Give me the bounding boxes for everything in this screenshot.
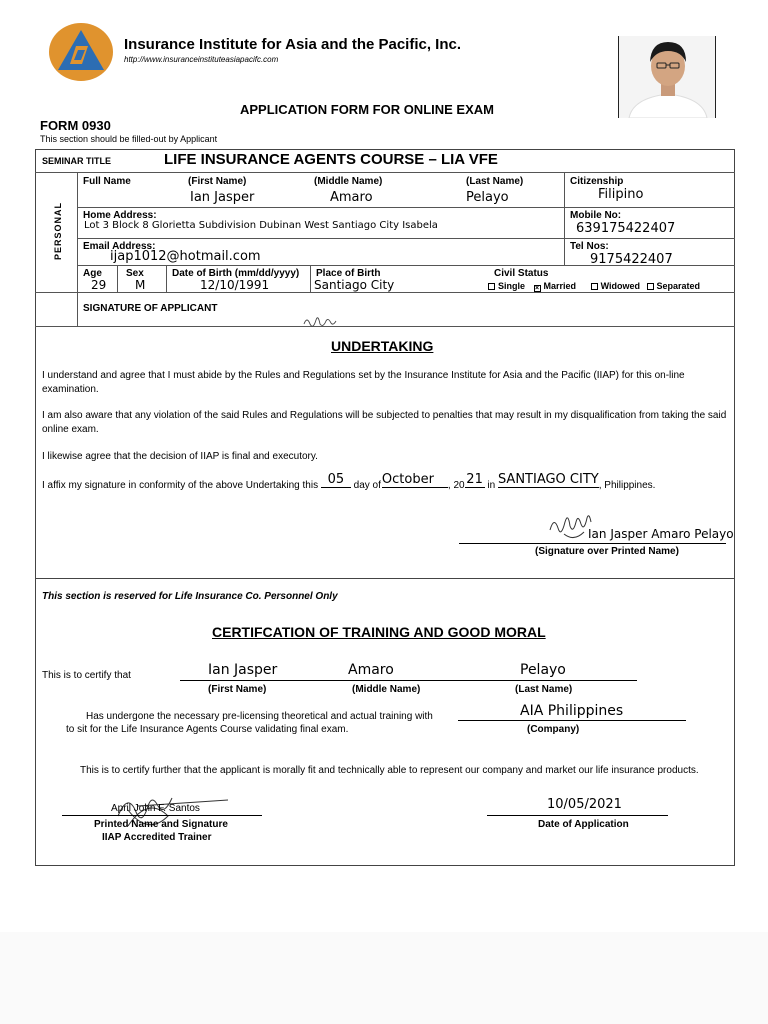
mobile-value[interactable]: 639175422407 [576, 221, 676, 236]
certify-prefix: This is to certify that [42, 670, 131, 681]
sex-value[interactable]: M [135, 278, 146, 292]
dob-value[interactable]: 12/10/1991 [200, 278, 270, 292]
citizenship-label: Citizenship [570, 176, 624, 187]
form-title: APPLICATION FORM FOR ONLINE EXAM [240, 102, 494, 117]
affix-city[interactable]: SANTIAGO CITY [497, 472, 599, 487]
training-line-1: Has undergone the necessary pre-licensing theoretical and actual training with [86, 711, 433, 722]
iiap-logo [48, 22, 114, 82]
person-photo-icon [619, 36, 716, 118]
training-line-2: to sit for the Life Insurance Agents Course validating final exam. [66, 724, 349, 735]
application-date[interactable]: 10/05/2021 [547, 797, 622, 812]
affix-country: , Philippines. [598, 480, 656, 491]
civil-status-options [488, 281, 700, 292]
checkbox-single[interactable]: Single [488, 281, 525, 291]
middle-name-label: (Middle Name) [314, 176, 383, 187]
age-value[interactable]: 29 [91, 278, 107, 292]
checked-x-icon: × [534, 285, 540, 292]
email-label: Email Address: [83, 241, 156, 252]
checkbox-married[interactable]: × Married [534, 281, 577, 292]
first-name-label: (First Name) [188, 176, 247, 187]
cert-last-label: (Last Name) [515, 684, 573, 695]
cert-first-name[interactable]: Ian Jasper [208, 662, 278, 678]
full-name-label: Full Name [83, 176, 131, 187]
form-note: This section should be filled-out by Applicant [40, 134, 218, 144]
applicant-signature-small [300, 312, 340, 332]
trainer-caption-2: IIAP Accredited Trainer [102, 832, 212, 843]
org-name: Insurance Institute for Asia and the Pacific, Inc. [124, 36, 462, 53]
civil-status-label: Civil Status [494, 268, 549, 279]
first-name-value[interactable]: Ian Jasper [190, 190, 255, 205]
personal-side-label: PERSONAL [53, 202, 63, 261]
affix-day[interactable]: 05 [321, 472, 351, 488]
last-name-value[interactable]: Pelayo [466, 190, 509, 205]
seminar-title-label: SEMINAR TITLE [42, 156, 111, 166]
affix-in: in [487, 480, 496, 491]
mobile-label: Mobile No: [570, 210, 622, 221]
trainer-name: April John F. Santos [111, 803, 200, 814]
sex-label: Sex [126, 268, 144, 279]
company-label: (Company) [527, 724, 580, 735]
signature-caption: (Signature over Printed Name) [535, 546, 679, 557]
date-caption: Date of Application [538, 819, 629, 830]
undertaking-title: UNDERTAKING [331, 338, 434, 354]
tel-value[interactable]: 9175422407 [590, 252, 673, 267]
email-value[interactable]: ijap1012@hotmail.com [110, 249, 261, 264]
citizenship-value[interactable]: Filipino [598, 187, 644, 202]
age-label: Age [83, 268, 102, 279]
affix-day-of: day of [353, 480, 381, 491]
cert-middle-label: (Middle Name) [352, 684, 421, 695]
affix-year-prefix: , 20 [447, 480, 465, 491]
page-bottom-margin [0, 932, 768, 1024]
undertaking-p2: I am also aware that any violation of the said Rules and Regulations will be subjected to penalties that may result in my disqualification from taking the said online exam. [42, 410, 727, 435]
applicant-photo [618, 36, 716, 118]
seminar-title-value: LIFE INSURANCE AGENTS COURSE – LIA VFE [164, 151, 498, 168]
undertaking-printed-name: Ian Jasper Amaro Pelayo [588, 527, 734, 541]
cert-first-label: (First Name) [208, 684, 267, 695]
form-number: FORM 0930 [40, 118, 111, 133]
org-url[interactable]: http://www.insuranceinstituteasiapacifc.com [124, 55, 279, 64]
undertaking-p3: I likewise agree that the decision of IIAP is final and executory. [42, 451, 318, 462]
signature-of-applicant-label: SIGNATURE OF APPLICANT [83, 303, 218, 314]
cert-middle-name[interactable]: Amaro [348, 662, 394, 678]
certify-further: This is to certify further that the applicant is morally fit and technically able to represent our company and market our life insurance products. [80, 765, 699, 776]
tel-label: Tel Nos: [570, 241, 609, 252]
dob-label: Date of Birth (mm/dd/yyyy) [172, 268, 300, 279]
company-value[interactable]: AIA Philippines [520, 703, 624, 719]
certification-title: CERTIFCATION OF TRAINING AND GOOD MORAL [212, 624, 546, 640]
affix-year[interactable]: 21 [466, 472, 483, 487]
checkbox-separated[interactable]: Separated [647, 281, 701, 291]
undertaking-p1: I understand and agree that I must abide by the Rules and Regulations set by the Insurance Institute for Asia and the Pacific (IIAP) for this on-line examination. [42, 370, 685, 395]
middle-name-value[interactable]: Amaro [330, 190, 373, 205]
pob-label: Place of Birth [316, 268, 381, 279]
cert-last-name[interactable]: Pelayo [520, 662, 566, 678]
home-address-value[interactable]: Lot 3 Block 8 Glorietta Subdivision Dubinan West Santiago City Isabela [84, 220, 438, 231]
affix-prefix: I affix my signature in conformity of the above Undertaking this [42, 480, 319, 491]
last-name-label: (Last Name) [466, 176, 524, 187]
trainer-caption-1: Printed Name and Signature [94, 819, 228, 830]
reserved-note: This section is reserved for Life Insurance Co. Personnel Only [42, 591, 338, 602]
affix-month[interactable]: October [382, 472, 448, 488]
home-address-label: Home Address: [83, 210, 157, 221]
checkbox-widowed[interactable]: Widowed [591, 281, 640, 291]
affix-line [42, 472, 655, 492]
pob-value[interactable]: Santiago City [314, 278, 395, 292]
